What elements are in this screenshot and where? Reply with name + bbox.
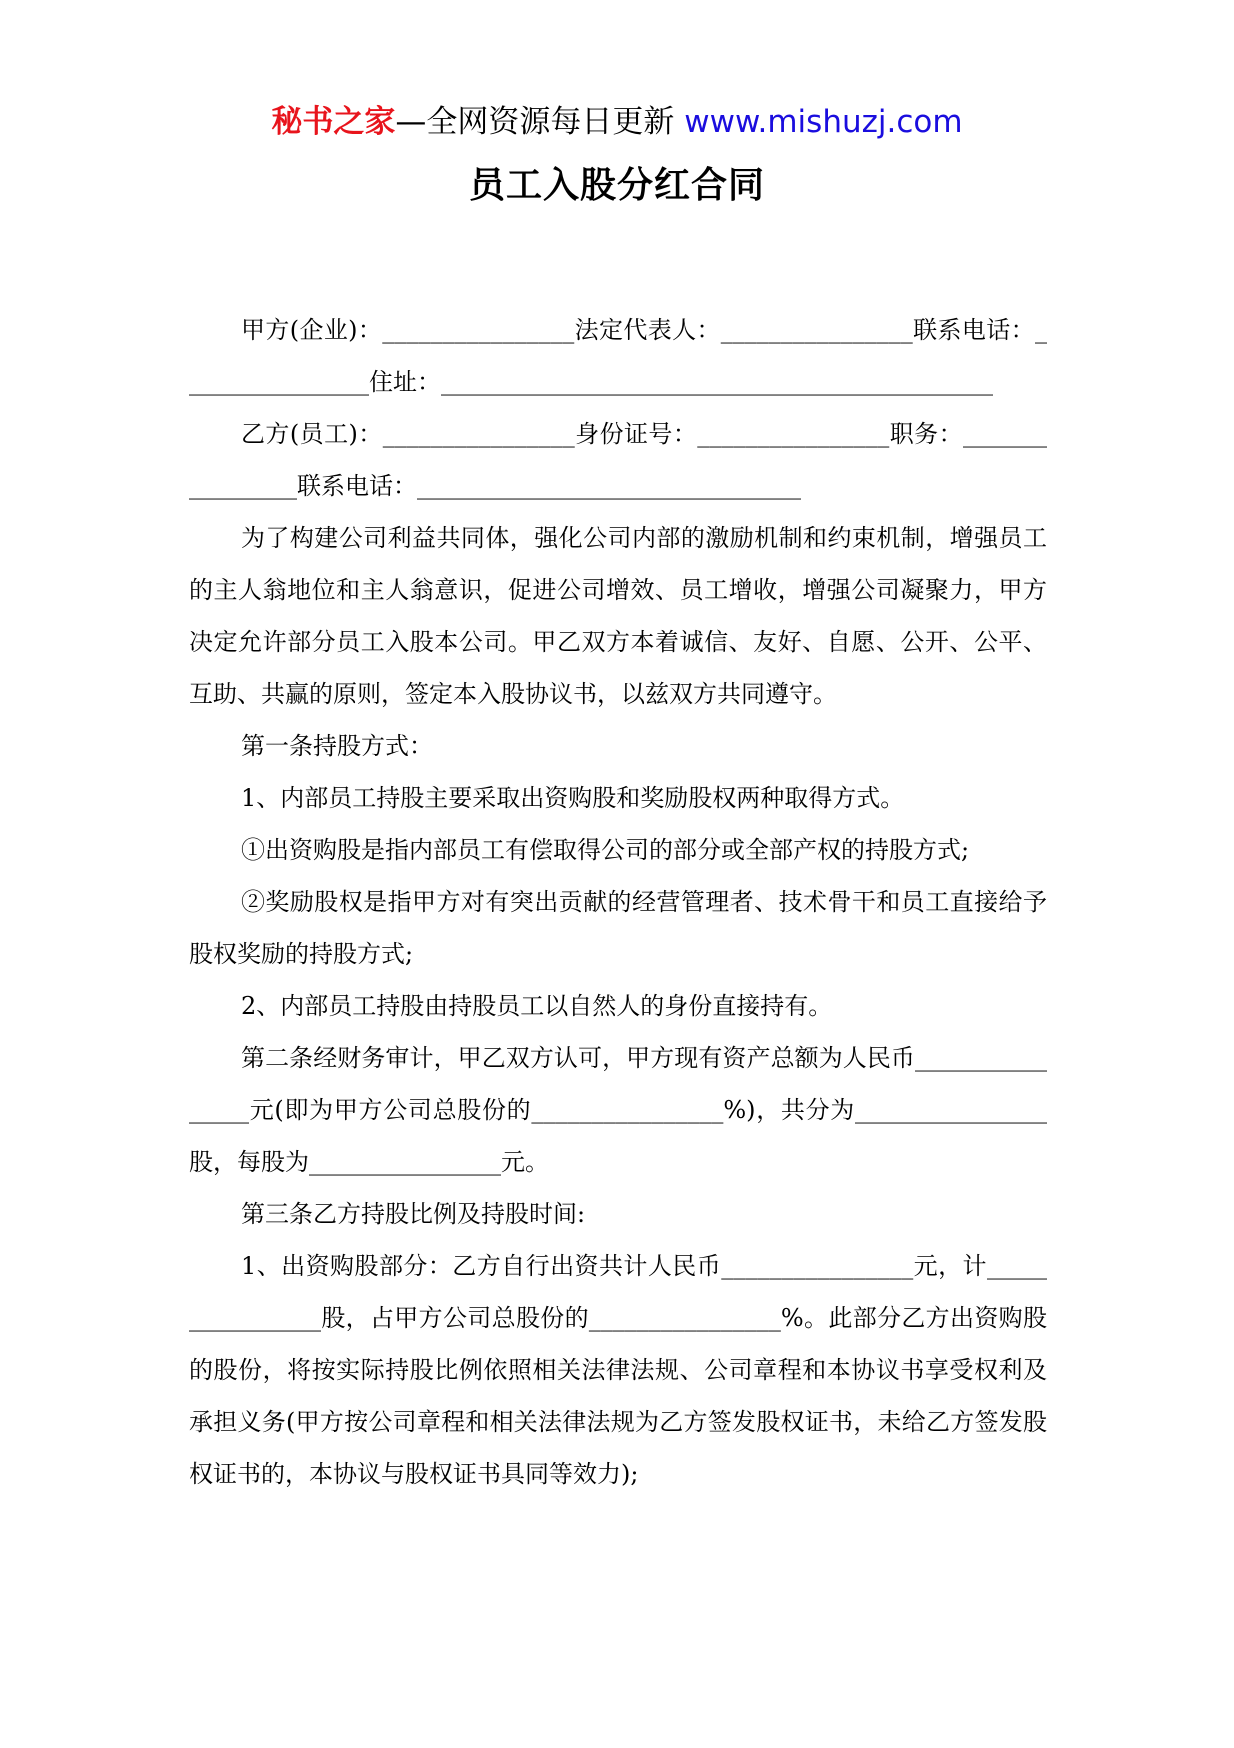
banner-url: www.mishuzj.com: [684, 104, 963, 140]
paragraph-article-3-item-1: 1、出资购股部分：乙方自行出资共计人民币________________元，计________________股，占甲方公司总股份的________________%。此部分乙方出资购股的股份，将按实际持股比例依照相关法律法规、公司章程和本协议书享受权利及承担义务(甲方按公司章程和相关法律法规为乙方签发股权证书，未给乙方签发股权证书的，本协议与股权证书具同等效力);: [189, 1252, 1047, 1488]
brand-name: 秘书之家: [271, 104, 396, 140]
paragraph-party-a: 甲方(企业)：________________法定代表人：________________联系电话：________________住址：______________________________________________: [189, 316, 1047, 396]
paragraph-party-b: 乙方(员工)：________________身份证号：________________职务：________________联系电话：________________________________: [189, 420, 1047, 500]
banner-slogan: —全网资源每日更新: [395, 104, 675, 140]
paragraph-article-3-heading: 第三条乙方持股比例及持股时间:: [241, 1200, 586, 1228]
paragraph-article-1-item-2: 2、内部员工持股由持股员工以自然人的身份直接持有。: [241, 992, 833, 1020]
paragraph-article-1-item-1: 1、内部员工持股主要采取出资购股和奖励股权两种取得方式。: [241, 784, 905, 812]
document-title: 员工入股分红合同: [468, 165, 765, 206]
document-body: [189, 304, 1047, 1500]
paragraph-article-1-item-1b: ②奖励股权是指甲方对有突出贡献的经营管理者、技术骨干和员工直接给予股权奖励的持股方式;: [189, 888, 1047, 968]
paragraph-article-2: 第二条经财务审计，甲乙双方认可，甲方现有资产总额为人民币________________元(即为甲方公司总股份的________________%)，共分为________________股，每股为________________元。: [189, 1044, 1047, 1176]
paragraph-article-1-item-1a: ①出资购股是指内部员工有偿取得公司的部分或全部产权的持股方式;: [241, 836, 970, 864]
site-banner: [0, 100, 1234, 144]
paragraph-article-1-heading: 第一条持股方式：: [241, 732, 433, 760]
paragraph-preamble: 为了构建公司利益共同体，强化公司内部的激励机制和约束机制，增强员工的主人翁地位和主人翁意识，促进公司增效、员工增收，增强公司凝聚力，甲方决定允许部分员工入股本公司。甲乙双方本着诚信、友好、自愿、公开、公平、互助、共赢的原则，签定本入股协议书，以兹双方共同遵守。: [189, 524, 1047, 708]
